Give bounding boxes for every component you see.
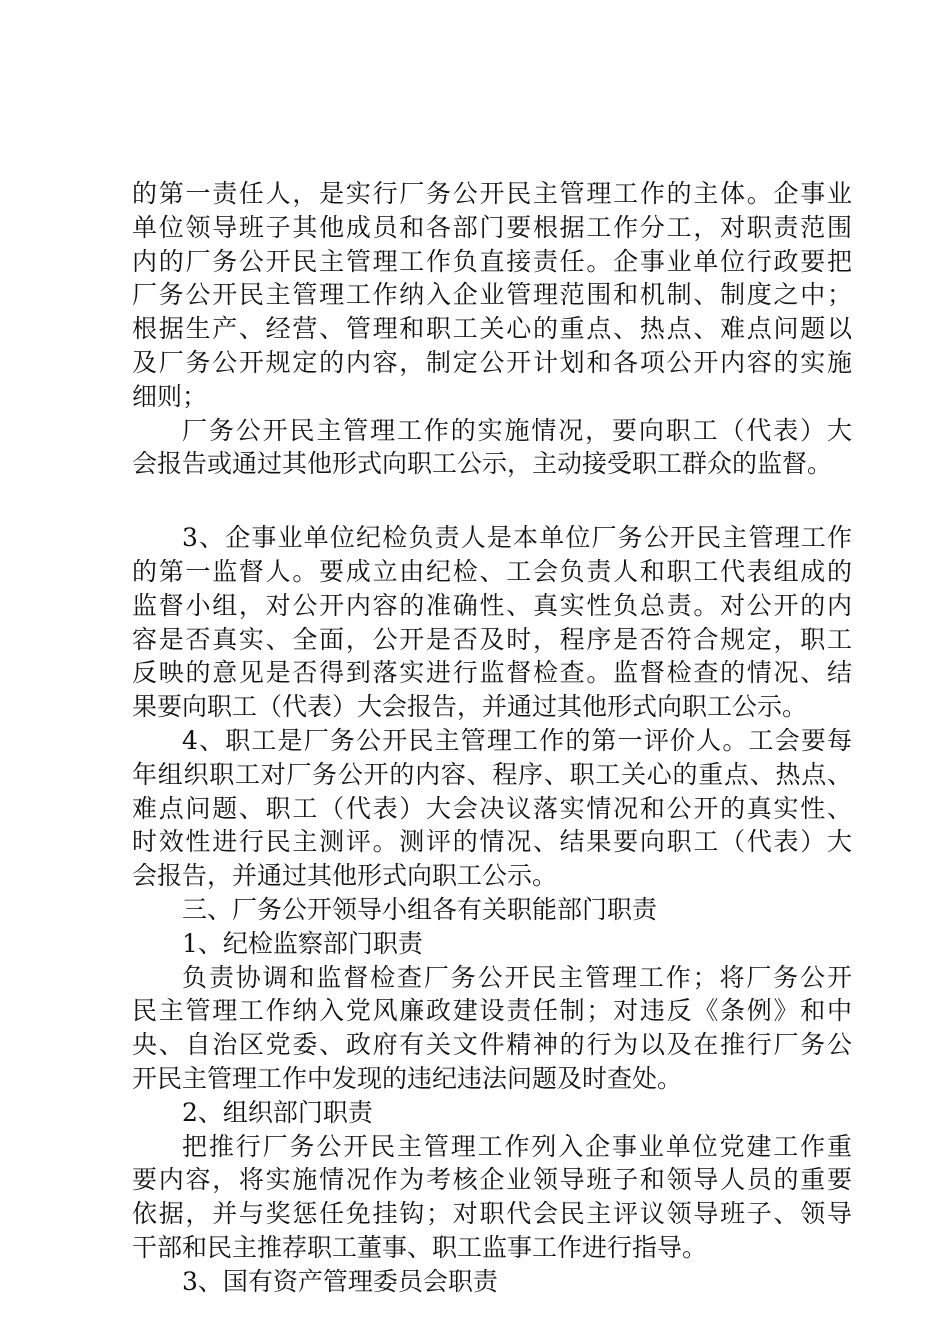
text-line: 会报告或通过其他形式向职工公示，主动接受职工群众的监督。 xyxy=(132,449,833,479)
text-line: 监督小组，对公开内容的准确性、真实性负总责。对公开的内 xyxy=(132,590,852,620)
text-line: 厂务公开民主管理工作纳入企业管理范围和机制、制度之中； xyxy=(132,280,852,310)
document-page xyxy=(132,177,852,1299)
text-line: 会报告，并通过其他形式向职工公示。 xyxy=(132,861,558,891)
text-line: 要内容，将实施情况作为考核企业领导班子和领导人员的重要 xyxy=(132,1165,852,1195)
section-heading: 三、厂务公开领导小组各有关职能部门职责 xyxy=(182,894,658,924)
paragraph-gap xyxy=(132,481,852,521)
text-line: 时效性进行民主测评。测评的情况、结果要向职工（代表）大 xyxy=(132,827,852,857)
subsection-heading: 2、组织部门职责 xyxy=(182,1097,373,1127)
text-line: 及厂务公开规定的内容，制定公开计划和各项公开内容的实施 xyxy=(132,347,852,377)
text-line: 的第一监督人。要成立由纪检、工会负责人和职工代表组成的 xyxy=(132,556,852,586)
text-line: 的第一责任人，是实行厂务公开民主管理工作的主体。企事业 xyxy=(132,179,852,208)
text-line: 央、自治区党委、政府有关文件精神的行为以及在推行厂务公 xyxy=(132,1030,852,1060)
text-line: 细则； xyxy=(132,381,208,411)
text-line: 难点问题、职工（代表）大会决议落实情况和公开的真实性、 xyxy=(132,793,852,823)
text-line: 年组织职工对厂务公开的内容、程序、职工关心的重点、热点、 xyxy=(132,759,852,789)
text-line: 负责协调和监督检查厂务公开民主管理工作；将厂务公开 xyxy=(182,962,852,992)
text-line: 厂务公开民主管理工作的实施情况，要向职工（代表）大 xyxy=(182,415,852,445)
subsection-heading: 1、纪检监察部门职责 xyxy=(182,928,423,958)
text-line: 反映的意见是否得到落实进行监督检查。监督检查的情况、结 xyxy=(132,658,852,688)
text-line: 开民主管理工作中发现的违纪违法问题及时查处。 xyxy=(132,1063,683,1093)
text-line: 内的厂务公开民主管理工作负直接责任。企事业单位行政要把 xyxy=(132,246,852,276)
text-line: 4、职工是厂务公开民主管理工作的第一评价人。工会要每 xyxy=(182,725,852,755)
text-line: 容是否真实、全面，公开是否及时，程序是否符合规定，职工 xyxy=(132,624,852,654)
text-line: 依据，并与奖惩任免挂钩；对职代会民主评议领导班子、领导 xyxy=(132,1199,852,1229)
text-line: 果要向职工（代表）大会报告，并通过其他形式向职工公示。 xyxy=(132,692,808,722)
text-line: 把推行厂务公开民主管理工作列入企事业单位党建工作重 xyxy=(182,1131,852,1161)
text-line: 干部和民主推荐职工董事、职工监事工作进行指导。 xyxy=(132,1232,708,1262)
text-line: 3、企事业单位纪检负责人是本单位厂务公开民主管理工作 xyxy=(182,523,852,553)
text-line: 根据生产、经营、管理和职工关心的重点、热点、难点问题以 xyxy=(132,314,852,344)
text-line: 单位领导班子其他成员和各部门要根据工作分工，对职责范围 xyxy=(132,212,852,242)
subsection-heading: 3、国有资产管理委员会职责 xyxy=(182,1266,498,1296)
text-line: 民主管理工作纳入党风廉政建设责任制；对违反《条例》和中 xyxy=(132,996,852,1026)
